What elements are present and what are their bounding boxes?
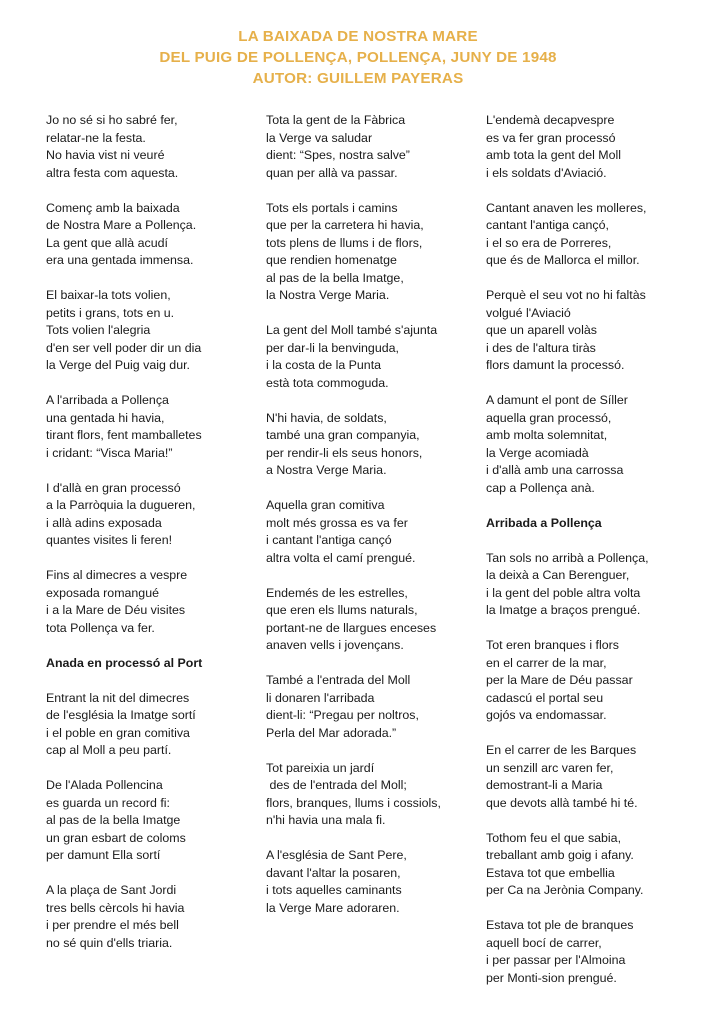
- stanza: [266, 847, 476, 917]
- poem-column-3: [486, 112, 701, 1005]
- verse-line: Tota la gent de la Fàbrica: [266, 113, 406, 127]
- verse-line: A damunt el pont de Síller: [486, 393, 628, 407]
- verse-line: N'hi havia, de soldats,: [266, 410, 387, 425]
- verse-line: volgué l'Aviació: [486, 305, 571, 320]
- verse-line: Perla del Mar adorada.”: [266, 725, 397, 740]
- verse-line: Fins al dimecres a vespre: [46, 568, 188, 582]
- stanza: [46, 480, 256, 550]
- verse-line: El baixar-la tots volien,: [46, 288, 171, 302]
- verse-line: es va fer gran processó: [486, 130, 616, 145]
- verse-line: quan per allà va passar.: [266, 165, 398, 180]
- verse-line: de l'església la Imatge sortí: [46, 708, 196, 722]
- verse-line: cantant l'antiga cançó,: [486, 218, 609, 232]
- stanza: [486, 917, 701, 987]
- verse-line: Tot pareixia un jardí: [266, 760, 375, 775]
- poem-title-line-2: DEL PUIG DE POLLENÇA, POLLENÇA, JUNY DE 1948: [159, 49, 557, 66]
- verse-line: De l'Alada Pollencina: [46, 778, 163, 792]
- verse-line: la Imatge a braços prengué.: [486, 603, 641, 617]
- verse-line: per Ca na Jerònia Company.: [486, 883, 644, 897]
- stanza: [266, 322, 476, 392]
- verse-line: petits i grans, tots en u.: [46, 305, 175, 320]
- verse-line: i allà adins exposada: [46, 515, 162, 530]
- verse-line: que eren els llums naturals,: [266, 603, 418, 617]
- verse-line: aquell bocí de carrer,: [486, 935, 602, 950]
- poem-title-line-1: LA BAIXADA DE NOSTRA MARE: [238, 28, 478, 45]
- verse-line: a la Parròquia la dugueren,: [46, 498, 196, 512]
- verse-line: Tots volien l'alegria: [46, 323, 151, 337]
- verse-line: que devots allà també hi té.: [486, 795, 638, 810]
- verse-line: de Nostra Mare a Pollença.: [46, 218, 197, 232]
- verse-line: i cridant: “Visca Maria!”: [46, 445, 173, 460]
- stanza: [46, 882, 256, 952]
- verse-line: un senzill arc varen fer,: [486, 760, 614, 775]
- stanza: [266, 672, 476, 742]
- stanza: [486, 112, 701, 182]
- verse-line: Estava tot ple de branques: [486, 918, 634, 932]
- verse-line: per la Mare de Déu passar: [486, 673, 633, 687]
- stanza: [46, 392, 256, 462]
- verse-line: era una gentada immensa.: [46, 253, 194, 267]
- stanza: [486, 200, 701, 270]
- poem-column-1: [46, 112, 256, 970]
- stanza: [46, 287, 256, 375]
- verse-line: A l'arribada a Pollença: [46, 393, 169, 407]
- stanza: [486, 742, 701, 812]
- verse-line: la Verge Mare adoraren.: [266, 900, 400, 915]
- verse-line: gojós va endomassar.: [486, 708, 607, 722]
- verse-line: un gran esbart de coloms: [46, 830, 186, 845]
- verse-line: i per passar per l'Almoina: [486, 953, 626, 967]
- verse-line: L'endemà decapvespre: [486, 113, 615, 127]
- stanza: [486, 637, 701, 725]
- verse-line: la Verge acomiadà: [486, 445, 589, 460]
- stanza: [266, 200, 476, 305]
- verse-line: molt més grossa es va fer: [266, 515, 408, 530]
- verse-line: i el so era de Porreres,: [486, 235, 612, 250]
- verse-line: També a l'entrada del Moll: [266, 673, 411, 687]
- verse-line: i la gent del poble altra volta: [486, 585, 641, 600]
- verse-line: En el carrer de les Barques: [486, 743, 637, 757]
- stanza: [46, 690, 256, 760]
- verse-line: Endemés de les estrelles,: [266, 585, 408, 600]
- section-heading: Arribada a Pollença: [486, 515, 602, 530]
- verse-line: Cantant anaven les molleres,: [486, 200, 647, 215]
- verse-line: la Nostra Verge Maria.: [266, 288, 390, 302]
- stanza: [486, 392, 701, 497]
- verse-line: que rendien homenatge: [266, 253, 397, 267]
- verse-line: Tots els portals i camins: [266, 200, 398, 215]
- verse-line: Estava tot que embellia: [486, 865, 615, 880]
- verse-line: dient-li: “Pregau per noltros,: [266, 708, 419, 722]
- verse-line: I d'allà en gran processó: [46, 480, 181, 495]
- verse-line: que és de Mallorca el millor.: [486, 253, 640, 267]
- verse-line: altra festa com aquesta.: [46, 165, 179, 180]
- verse-line: des de l'entrada del Moll;: [266, 778, 407, 792]
- verse-line: una gentada hi havia,: [46, 410, 165, 425]
- verse-line: la Verge va saludar: [266, 130, 373, 145]
- poem-author-line: AUTOR: GUILLEM PAYERAS: [252, 70, 464, 87]
- verse-line: al pas de la bella Imatge: [46, 813, 181, 827]
- verse-line: cap al Moll a peu partí.: [46, 743, 172, 757]
- verse-line: Perquè el seu vot no hi faltàs: [486, 288, 646, 302]
- verse-line: li donaren l'arribada: [266, 690, 375, 705]
- verse-line: cap a Pollença anà.: [486, 480, 595, 495]
- verse-line: per rendir-li els seus honors,: [266, 445, 423, 460]
- verse-line: flors damunt la processó.: [486, 358, 625, 372]
- verse-line: en el carrer de la mar,: [486, 655, 607, 670]
- verse-line: tots plens de llums i de flors,: [266, 235, 423, 250]
- poem-column-2: [266, 112, 476, 935]
- verse-line: quantes visites li feren!: [46, 533, 173, 547]
- verse-line: tirant flors, fent mamballetes: [46, 428, 202, 442]
- verse-line: per dar-li la benvinguda,: [266, 340, 399, 355]
- stanza: [266, 585, 476, 655]
- stanza: [266, 497, 476, 567]
- verse-line: Tothom feu el que sabia,: [486, 830, 622, 845]
- verse-line: A la plaça de Sant Jordi: [46, 883, 177, 897]
- stanza: [46, 567, 256, 637]
- verse-line: i a la Mare de Déu visites: [46, 603, 186, 617]
- verse-line: Entrant la nit del dimecres: [46, 690, 190, 705]
- verse-line: anaven vells i jovençans.: [266, 638, 404, 652]
- verse-line: Començ amb la baixada: [46, 200, 180, 215]
- verse-line: no sé quin d'ells triaria.: [46, 935, 173, 950]
- stanza: [266, 112, 476, 182]
- stanza: [266, 760, 476, 830]
- verse-line: que un aparell volàs: [486, 323, 597, 337]
- verse-line: i els soldats d'Aviació.: [486, 165, 607, 180]
- verse-line: tota Pollença va fer.: [46, 620, 155, 635]
- verse-line: Tot eren branques i flors: [486, 638, 619, 652]
- verse-line: La gent del Moll també s'ajunta: [266, 323, 438, 337]
- verse-line: n'hi havia una mala fi.: [266, 813, 386, 827]
- verse-line: la deixà a Can Berenguer,: [486, 568, 630, 582]
- verse-line: La gent que allà acudí: [46, 235, 168, 250]
- verse-line: tres bells cèrcols hi havia: [46, 900, 185, 915]
- verse-line: portant-ne de llargues enceses: [266, 620, 437, 635]
- verse-line: demostrant-li a Maria: [486, 778, 603, 792]
- verse-line: dient: “Spes, nostra salve”: [266, 148, 410, 162]
- verse-line: i tots aquelles caminants: [266, 883, 402, 897]
- verse-line: està tota commoguda.: [266, 375, 389, 390]
- stanza: [486, 287, 701, 375]
- verse-line: per damunt Ella sortí: [46, 848, 161, 862]
- verse-line: davant l'altar la posaren,: [266, 865, 401, 880]
- verse-line: a Nostra Verge Maria.: [266, 463, 387, 477]
- stanza: [486, 830, 701, 900]
- section-heading: Anada en processó al Port: [46, 655, 203, 670]
- verse-line: i cantant l'antiga cançó: [266, 533, 392, 547]
- verse-line: i des de l'altura tiràs: [486, 340, 596, 355]
- verse-line: amb tota la gent del Moll: [486, 148, 621, 162]
- verse-line: aquella gran processó,: [486, 410, 612, 425]
- verse-line: d'en ser vell poder dir un dia: [46, 340, 202, 355]
- verse-line: la Verge del Puig vaig dur.: [46, 358, 190, 372]
- verse-line: i el poble en gran comitiva: [46, 725, 190, 740]
- verse-line: al pas de la bella Imatge,: [266, 270, 404, 285]
- verse-line: Tan sols no arribà a Pollença,: [486, 550, 649, 565]
- stanza: [46, 200, 256, 270]
- poem-title-block: [0, 26, 716, 89]
- stanza: [486, 550, 701, 620]
- verse-line: amb molta solemnitat,: [486, 428, 608, 442]
- verse-line: Aquella gran comitiva: [266, 498, 385, 512]
- verse-line: es guarda un record fi:: [46, 795, 170, 810]
- stanza: [46, 777, 256, 865]
- verse-line: relatar-ne la festa.: [46, 130, 146, 145]
- verse-line: per Monti-sion prengué.: [486, 970, 617, 985]
- verse-line: Jo no sé si ho sabré fer,: [46, 113, 178, 127]
- verse-line: exposada romangué: [46, 585, 159, 600]
- verse-line: també una gran companyia,: [266, 428, 420, 442]
- verse-line: cadascú el portal seu: [486, 690, 604, 705]
- stanza: [266, 410, 476, 480]
- verse-line: treballant amb goig i afany.: [486, 848, 634, 862]
- verse-line: flors, branques, llums i cossiols,: [266, 795, 441, 810]
- verse-line: i per prendre el més bell: [46, 918, 179, 932]
- verse-line: altra volta el camí prengué.: [266, 550, 416, 565]
- verse-line: i la costa de la Punta: [266, 358, 382, 372]
- verse-line: que per la carretera hi havia,: [266, 218, 424, 232]
- stanza: [46, 112, 256, 182]
- verse-line: i d'allà amb una carrossa: [486, 463, 624, 477]
- verse-line: No havia vist ni veuré: [46, 148, 165, 162]
- verse-line: A l'església de Sant Pere,: [266, 848, 407, 862]
